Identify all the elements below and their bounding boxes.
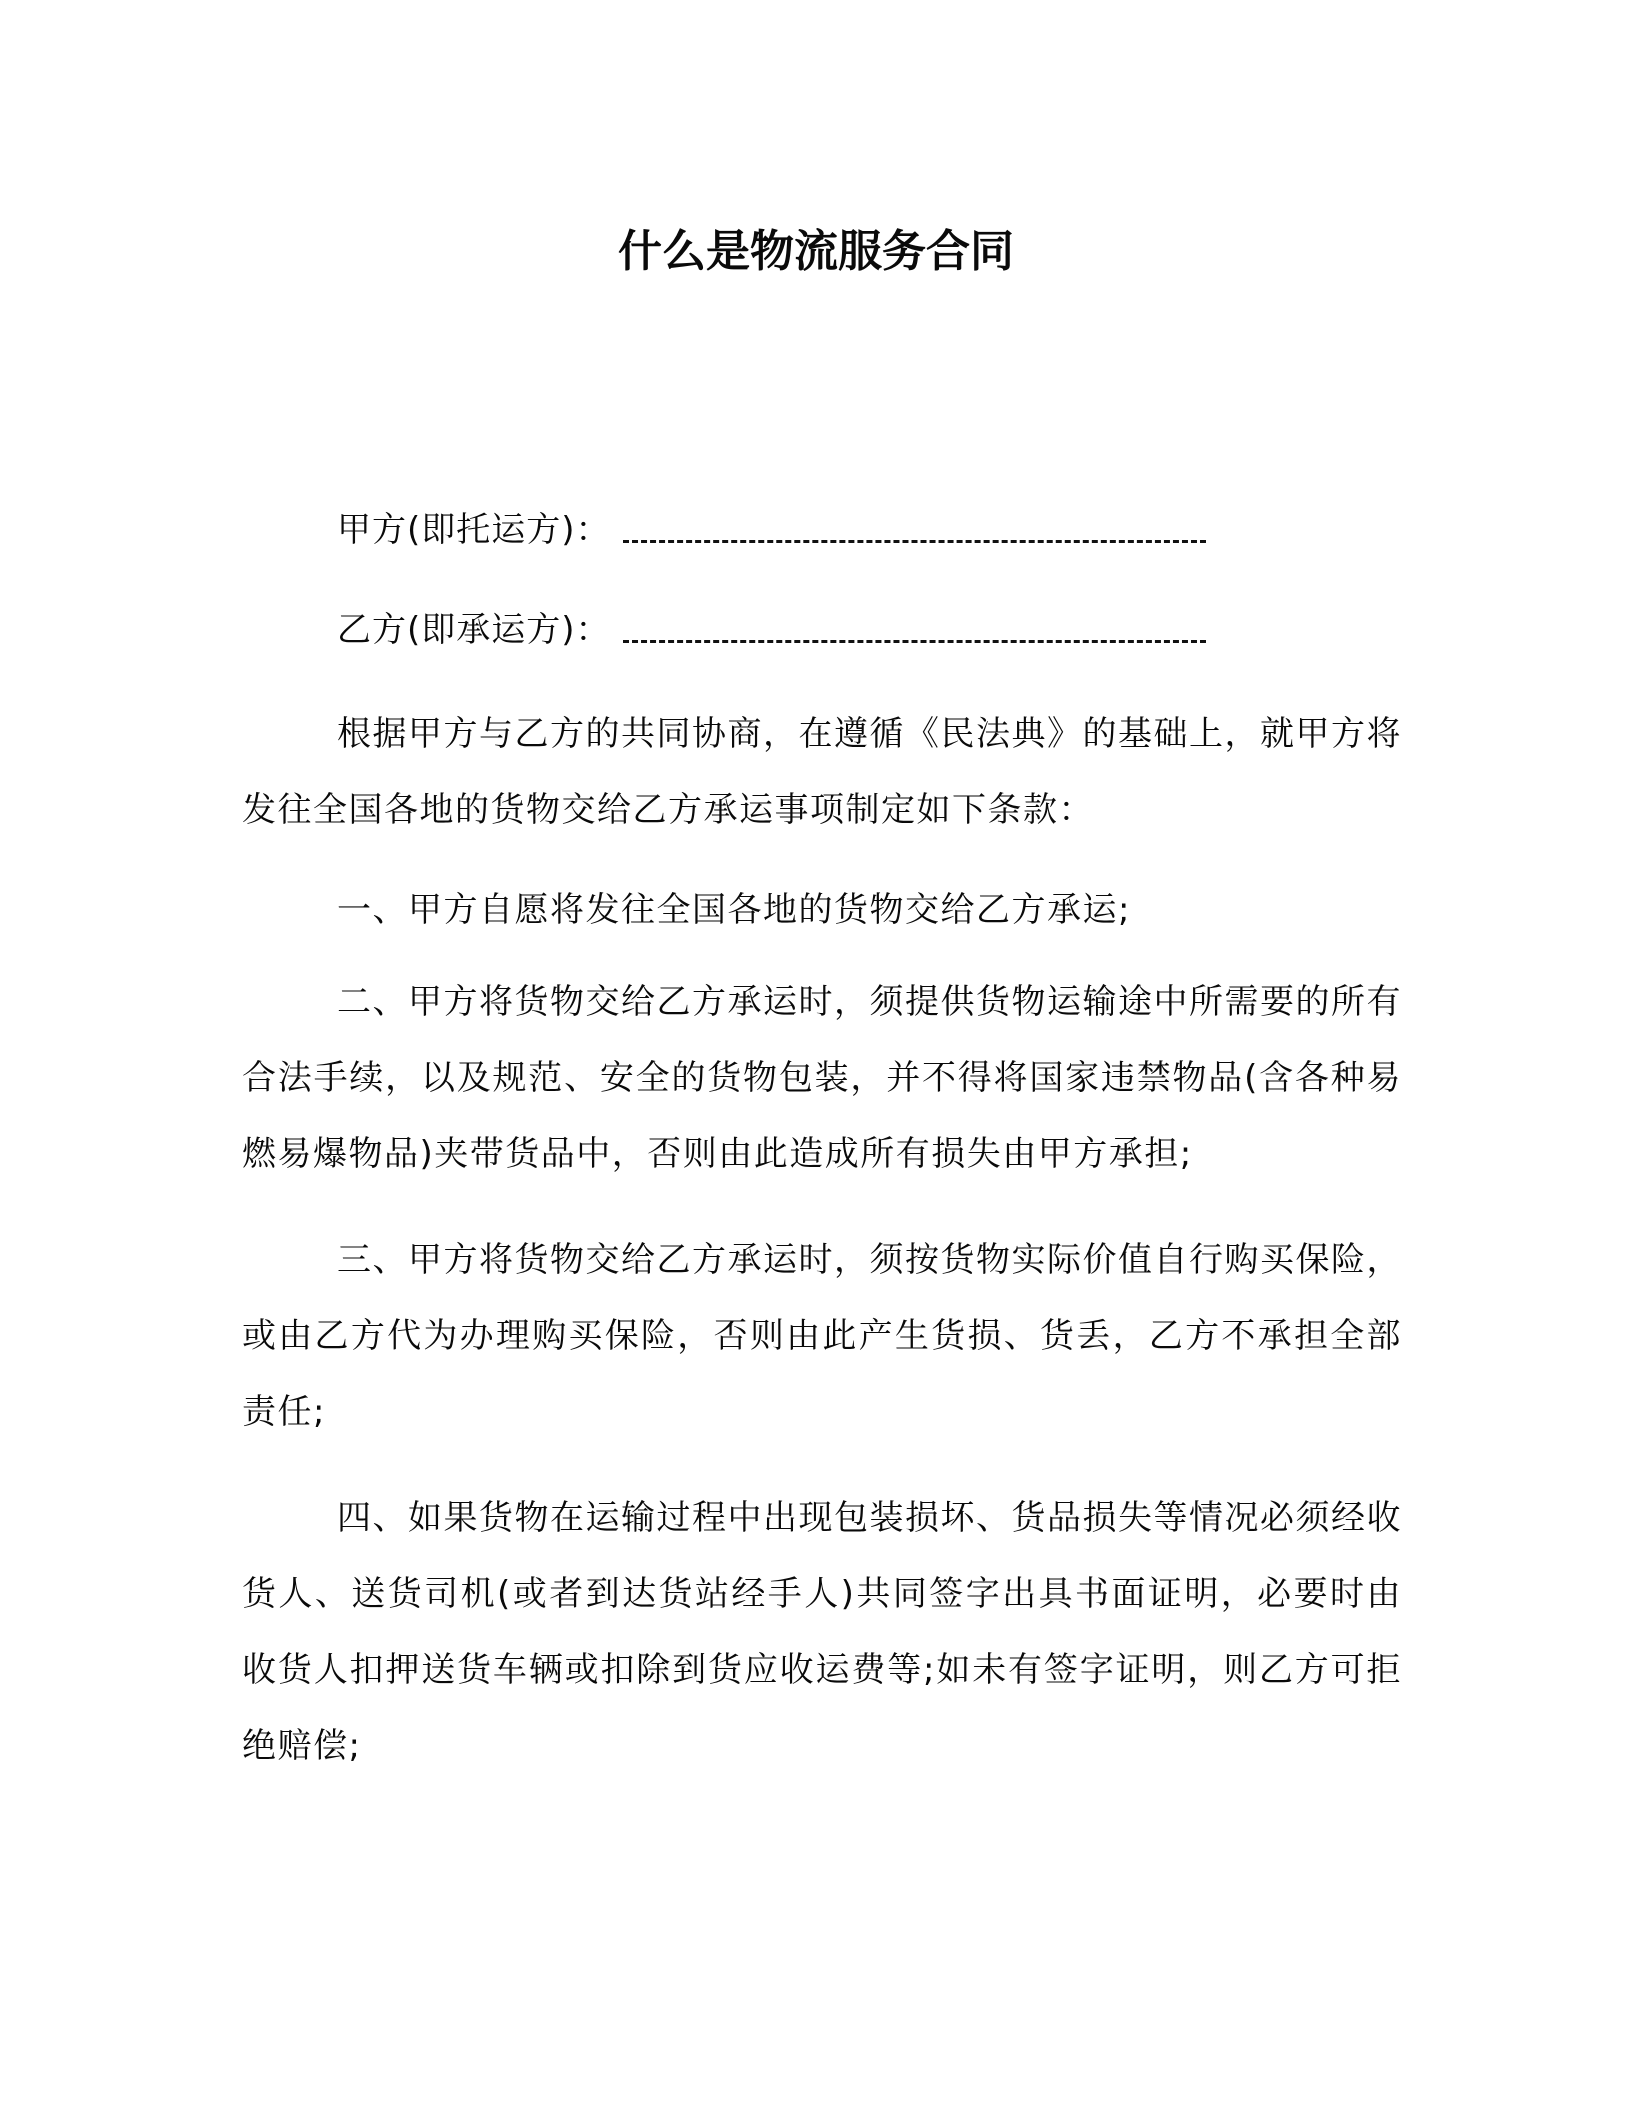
party-a-label: 甲方(即托运方)： [337,510,611,550]
party-a-blank-field[interactable] [623,538,1206,543]
party-b-label: 乙方(即承运方)： [337,610,611,650]
intro-paragraph: 根据甲方与乙方的共同协商，在遵循《民法典》的基础上，就甲方将发往全国各地的货物交给乙方承运事项制定如下条款： [242,714,1402,830]
clause-paragraph: 三、甲方将货物交给乙方承运时，须按货物实际价值自行购买保险，或由乙方代为办理购买保险，否则由此产生货损、货丢，乙方不承担全部责任; [242,1240,1402,1432]
document-title: 什么是物流服务合同 [618,226,1014,277]
clause-paragraph: 四、如果货物在运输过程中出现包装损坏、货品损失等情况必须经收货人、送货司机(或者到达货站经手人)共同签字出具书面证明，必要时由收货人扣押送货车辆或扣除到货应收运费等;如未有签字证明，则乙方可拒绝赔偿; [242,1498,1402,1766]
party-b-line [337,600,1206,660]
clause-paragraph: 一、甲方自愿将发往全国各地的货物交给乙方承运; [337,890,1131,930]
clause-paragraph: 二、甲方将货物交给乙方承运时，须提供货物运输途中所需要的所有合法手续，以及规范、安全的货物包装，并不得将国家违禁物品(含各种易燃易爆物品)夹带货品中，否则由此造成所有损失由甲方承担; [242,982,1402,1174]
party-a-line [337,500,1206,560]
party-b-blank-field[interactable] [623,638,1206,643]
